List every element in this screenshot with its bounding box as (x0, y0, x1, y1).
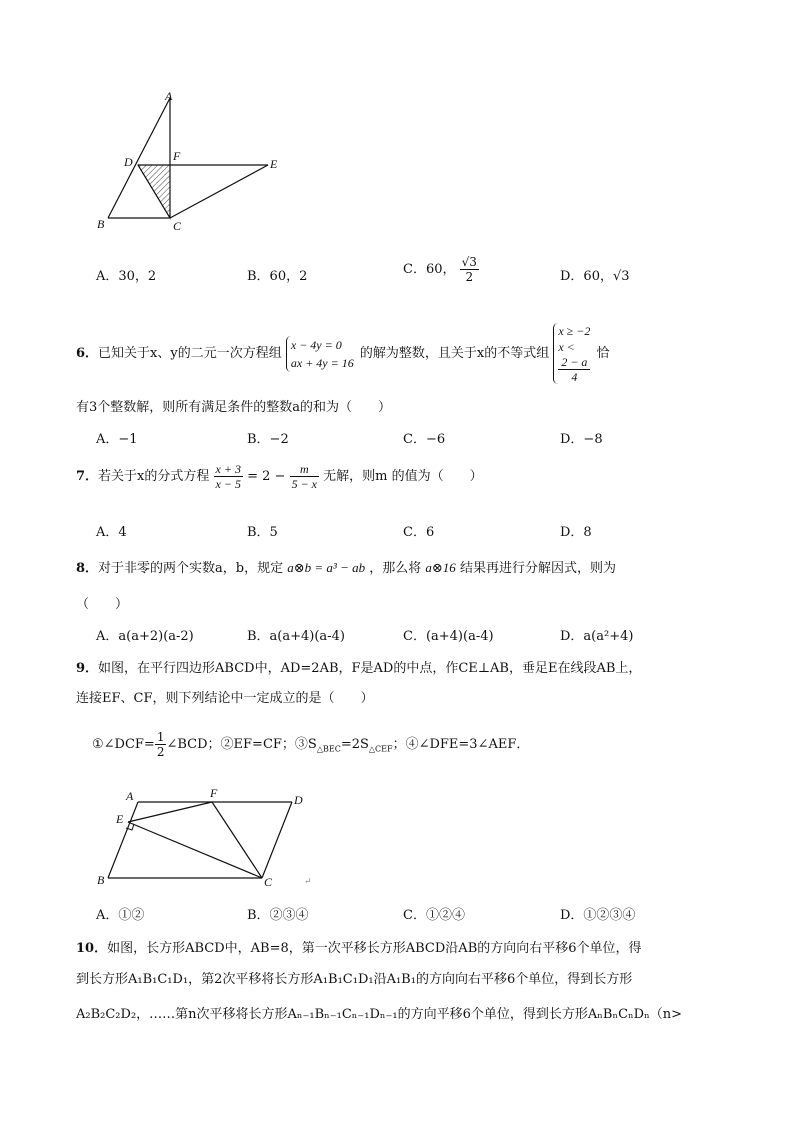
question-6-number: 6． (76, 346, 99, 361)
q6-text-1: 已知关于x、y的二元一次方程组 (98, 346, 282, 361)
q6-text-3: 恰 (596, 346, 610, 361)
q6-option-b[interactable]: B．−2 (247, 432, 289, 447)
triangle-figure-1 (88, 86, 288, 234)
q9-option-b[interactable]: B．②③④ (247, 908, 309, 923)
q9-statements (92, 730, 529, 759)
q8-option-b[interactable]: B．a(a+4)(a-4) (247, 629, 345, 644)
q7-option-a[interactable]: A．4 (96, 525, 127, 540)
q9-option-d[interactable]: D．①②③④ (560, 908, 636, 923)
question-10-line-1 (76, 937, 642, 956)
label-a-2: A (126, 789, 134, 803)
q8-option-c[interactable]: C．(a+4)(a-4) (403, 629, 494, 644)
question-10-number: 10． (76, 941, 108, 956)
q9-sub-2: △CEF (368, 744, 393, 754)
q7-mid: = 2 − (247, 469, 286, 484)
q6-ineq-2 (558, 339, 590, 384)
q6-option-d[interactable]: D．−8 (560, 432, 603, 447)
label-d-2: D (294, 793, 303, 807)
q7-frac1-num: x + 3 (215, 462, 241, 476)
q6-eq-1: x − 4y = 0 (290, 337, 342, 352)
question-7-number: 7． (76, 469, 99, 484)
q7-text-1: 若关于x的分式方程 (98, 469, 210, 484)
q8-text-2: ，那么将 (369, 561, 422, 576)
q9-stmt-end: ；④∠DFE=3∠AEF． (392, 737, 530, 752)
q5-option-c-fraction (460, 255, 479, 284)
question-9-line-1 (76, 657, 641, 676)
question-6-line-1 (76, 323, 610, 384)
q6-equation-system (286, 336, 356, 372)
label-b-2: B (97, 873, 105, 887)
q6-eq-2: ax + 4y = 16 (290, 355, 354, 370)
q5-option-a[interactable]: A．30，2 (96, 269, 157, 284)
q5-option-d[interactable]: D．60，√3 (560, 269, 630, 284)
label-e: E (270, 157, 278, 171)
q8-option-d[interactable]: D．a(a²+4) (560, 629, 634, 644)
q8-formula-2: a⊗16 (425, 560, 456, 575)
question-10-line-2: 到长方形A₁B₁C₁D₁，第2次平移将长方形A₁B₁C₁D₁沿A₁B₁的方向向右平移6个单位，得到长方形 (76, 972, 633, 987)
q9-option-c[interactable]: C．①②④ (403, 908, 465, 923)
q7-frac1-den: x − 5 (215, 477, 241, 491)
q9-half-den: 2 (156, 745, 165, 759)
question-7-line-1 (76, 462, 483, 491)
q9-sub-1: △BEC (316, 744, 341, 754)
label-c: C (173, 219, 182, 233)
q5-option-c-num: √3 (461, 255, 477, 269)
question-9-line-2: 连接EF、CF，则下列结论中一定成立的是（ ） (76, 691, 374, 706)
q10-line-1-text: 如图，长方形ABCD中，AB=8，第一次平移长方形ABCD沿AB的方向向右平移6个单位，得 (107, 941, 642, 956)
q9-line-1-text: 如图，在平行四边形ABCD中，AD=2AB，F是AD的中点，作CE⊥AB，垂足E在线段AB上， (98, 661, 642, 676)
question-8-number: 8． (76, 561, 99, 576)
q9-half-fraction (155, 730, 167, 759)
q5-option-c-prefix: C．60， (403, 262, 456, 277)
q8-text-3: 结果再进行分解因式，则为 (459, 561, 616, 576)
question-9-number: 9． (76, 661, 99, 676)
question-8-line-1 (76, 557, 616, 576)
q7-text-2: 无解，则m 的值为（ ） (323, 469, 483, 484)
q7-option-d[interactable]: D．8 (560, 525, 592, 540)
q9-stmt-eq: =2S (340, 737, 369, 752)
q5-option-b[interactable]: B．60，2 (247, 269, 308, 284)
question-6-line-2: 有3个整数解，则所有满足条件的整数a的和为（ ） (76, 400, 392, 415)
q6-option-c[interactable]: C．−6 (403, 432, 446, 447)
q7-option-b[interactable]: B．5 (247, 525, 278, 540)
q8-option-a[interactable]: A．a(a+2)(a-2) (96, 629, 194, 644)
q6-ineq-2-num: 2 − a (558, 355, 590, 370)
q6-ineq-2-prefix: x < (558, 340, 575, 354)
label-d: D (124, 155, 133, 169)
label-b: B (97, 217, 105, 231)
q5-option-c[interactable] (403, 255, 479, 284)
label-e-2: E (116, 812, 124, 826)
q6-ineq-2-den: 4 (571, 370, 578, 384)
question-10-line-3: A₂B₂C₂D₂，……第n次平移将长方形Aₙ₋₁Bₙ₋₁Cₙ₋₁Dₙ₋₁的方向平移6个单位，得到长方形AₙBₙCₙDₙ（n> (76, 1007, 682, 1022)
q9-stmt-1a: ①∠DCF= (92, 737, 155, 752)
label-a: A (165, 89, 173, 103)
q6-inequality-system (553, 323, 592, 384)
parallelogram-figure (90, 786, 320, 888)
q8-formula: a⊗b = a³ − ab (287, 560, 366, 575)
label-c-2: C (264, 875, 273, 888)
label-f-2: F (210, 786, 218, 800)
q6-text-2: 的解为整数，且关于x的不等式组 (359, 346, 550, 361)
q8-text-1: 对于非零的两个实数a，b，规定 (98, 561, 284, 576)
q7-option-c[interactable]: C．6 (403, 525, 435, 540)
q9-stmt-1b: ∠BCD；②EF=CF；③S (166, 737, 317, 752)
q7-fraction-1 (214, 462, 243, 491)
q9-half-num: 1 (156, 730, 165, 744)
q6-option-a[interactable]: A．−1 (96, 432, 138, 447)
q5-option-c-den: 2 (465, 270, 474, 284)
q7-fraction-2 (290, 462, 319, 491)
question-8-line-2: （ ） (76, 597, 129, 612)
label-f: F (173, 149, 181, 163)
q7-frac2-num: m (290, 462, 319, 477)
return-mark: ↵ (304, 876, 312, 886)
q6-ineq-1: x ≥ −2 (558, 324, 591, 338)
q6-ineq-2-fraction (558, 355, 590, 384)
q9-option-a[interactable]: A．①② (96, 908, 145, 923)
q7-frac2-den: 5 − x (291, 477, 318, 491)
